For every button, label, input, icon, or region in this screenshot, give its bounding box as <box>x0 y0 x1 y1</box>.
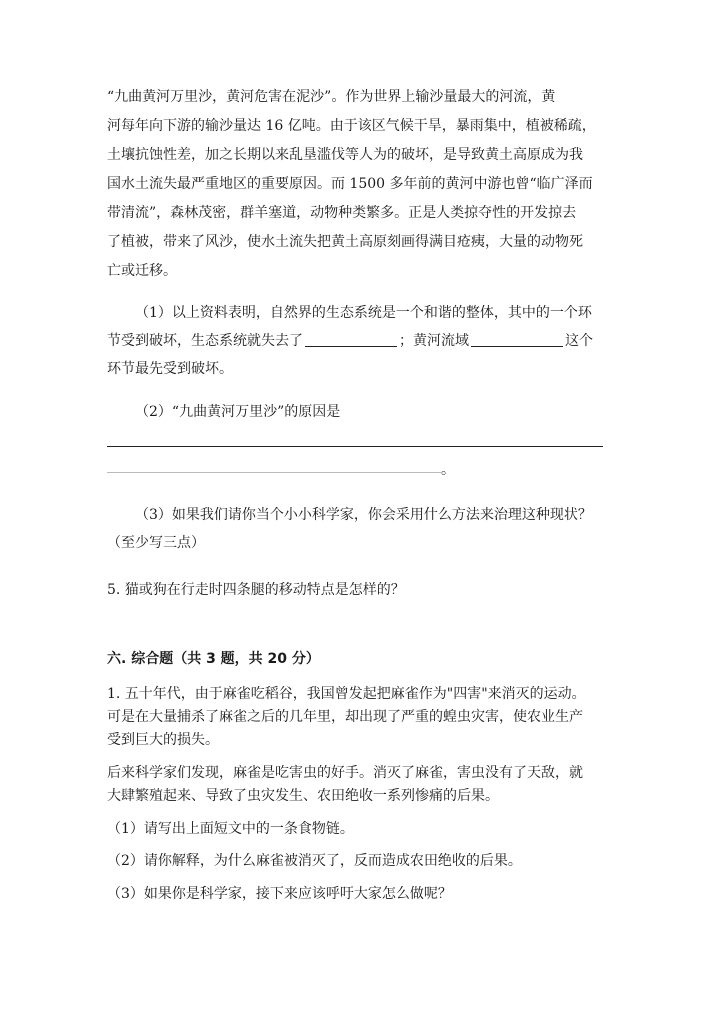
passage-line: 了植被，带来了风沙，使水土流失把黄土高原刻画得满目疮痍，大量的动物死 <box>107 234 583 250</box>
paragraph-line: 后来科学家们发现，麻雀是吃害虫的好手。消灭了麻雀，害虫没有了天敌，就 <box>107 765 583 781</box>
q1-text-a: 节受到破坏，生态系统就失去了 <box>107 333 303 349</box>
q1-line-2 <box>107 329 612 353</box>
paragraph-line: 1. 五十年代，由于麻雀吃稻谷，我国曾发起把麻雀作为"四害"来消灭的运动。 <box>107 686 586 702</box>
sub-question-3: （3）如果你是科学家，接下来应该呼吁大家怎么做呢？ <box>107 886 452 902</box>
answer-blank-1[interactable] <box>305 332 397 347</box>
q3-line-1: （3）如果我们请你当个小小科学家，你会采用什么方法来治理这种现状？ <box>135 507 592 523</box>
q2-prompt: （2）“九曲黄河万里沙”的原因是 <box>135 404 341 420</box>
q1-line-1: （1）以上资料表明，自然界的生态系统是一个和谐的整体，其中的一个环 <box>135 305 592 321</box>
section-heading: 六. 综合题（共 3 题，共 20 分） <box>107 651 320 667</box>
answer-line[interactable] <box>107 472 441 473</box>
q2-period: 。 <box>441 462 455 478</box>
question-5: 5. 猫或狗在行走时四条腿的移动特点是怎样的？ <box>107 582 405 598</box>
q1-text-b: ；黄河流域 <box>399 333 469 349</box>
passage-line: “九曲黄河万里沙，黄河危害在泥沙”。作为世界上输沙量最大的河流，黄 <box>107 89 556 105</box>
q1-text-c: 这个 <box>565 333 593 349</box>
passage-line: 带清流”，森林茂密，群羊塞道，动物种类繁多。正是人类掠夺性的开发掠去 <box>107 205 577 221</box>
paragraph-line: 可是在大量捕杀了麻雀之后的几年里，却出现了严重的蝗虫灾害，使农业生产 <box>107 709 583 725</box>
q3-line-2: （至少写三点） <box>107 535 205 551</box>
answer-blank-2[interactable] <box>471 332 563 347</box>
paragraph-line: 受到巨大的损失。 <box>107 732 219 748</box>
sub-question-2: （2）请你解释，为什么麻雀被消灭了，反而造成农田绝收的后果。 <box>107 853 522 869</box>
paragraph-line: 大肆繁殖起来、导致了虫灾发生、农田绝收一系列惨痛的后果。 <box>107 788 499 804</box>
answer-line[interactable] <box>107 446 603 447</box>
passage-line: 河每年向下游的输沙量达 16 亿吨。由于该区气候干旱，暴雨集中，植被稀疏， <box>107 118 596 134</box>
passage-line: 国水土流失最严重地区的重要原因。而 1500 多年前的黄河中游也曾“临广泽而 <box>107 176 593 192</box>
q1-line-3: 环节最先受到破坏。 <box>107 361 233 377</box>
passage-line: 亡或迁移。 <box>107 263 177 279</box>
passage-line: 土壤抗蚀性差，加之长期以来乱垦滥伐等人为的破坏，是导致黄土高原成为我 <box>107 147 583 163</box>
sub-question-1: （1）请写出上面短文中的一条食物链。 <box>107 821 354 837</box>
